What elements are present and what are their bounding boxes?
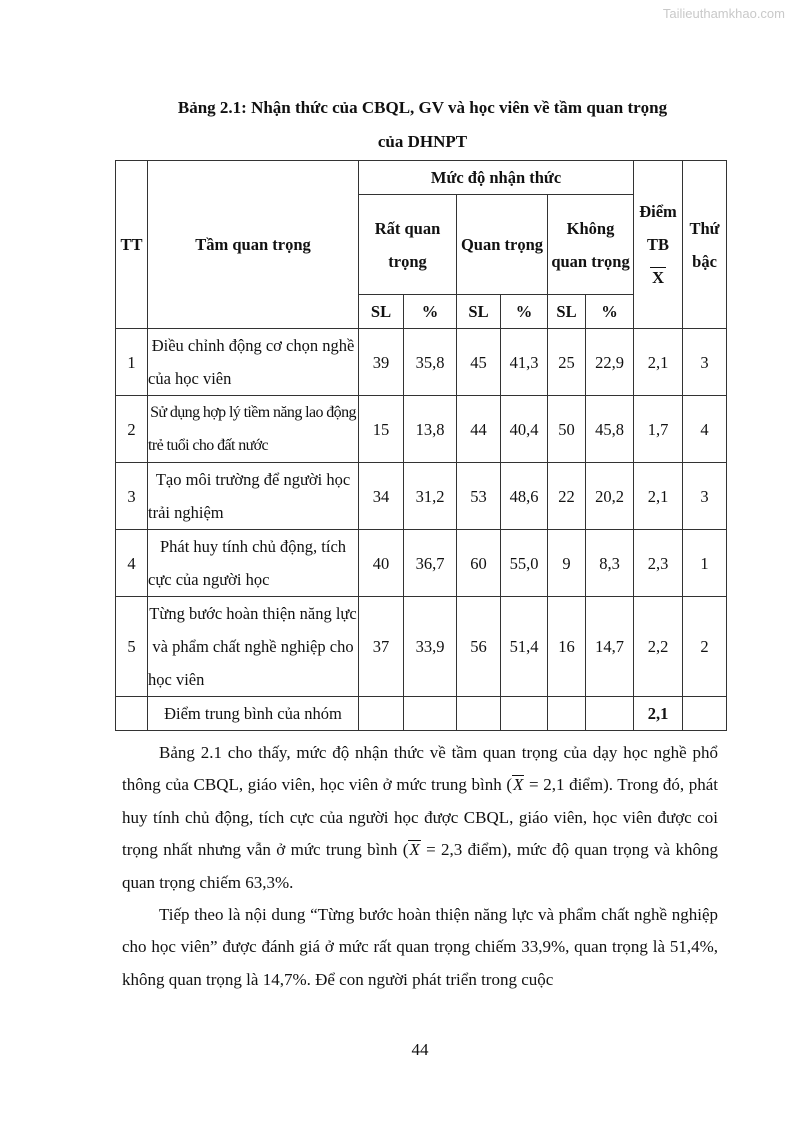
cell-important-sl: 45 (457, 329, 501, 396)
cell-score: 2,2 (634, 597, 683, 697)
average-row (116, 697, 727, 731)
awareness-table (115, 160, 727, 731)
row-tt: 1 (116, 329, 148, 396)
cell-not-important-sl: 9 (548, 530, 586, 597)
cell-not-important-pct: 22,9 (586, 329, 634, 396)
header-sl: SL (457, 295, 501, 329)
header-tt: TT (116, 161, 148, 329)
cell-rank: 4 (683, 396, 727, 463)
header-awareness-level: Mức độ nhận thức (359, 161, 634, 195)
cell-not-important-sl: 16 (548, 597, 586, 697)
row-tt: 4 (116, 530, 148, 597)
mean-x-symbol: X (409, 840, 420, 860)
cell-important-pct: 48,6 (501, 463, 548, 530)
table-title-line-2: của DHNPT (377, 132, 468, 151)
header-pct: % (404, 295, 457, 329)
cell-rank: 3 (683, 329, 727, 396)
cell-important-sl: 56 (457, 597, 501, 697)
header-important: Quan trọng (457, 195, 548, 295)
table-row (116, 530, 727, 597)
watermark: Tailieuthamkhao.com (662, 6, 785, 21)
cell-very-important-pct: 31,2 (404, 463, 457, 530)
table-title-line-1: Bảng 2.1: Nhận thức của CBQL, GV và học viên về tầm quan trọng (177, 98, 668, 117)
paragraph-2-text: Tiếp theo là nội dung “Từng bước hoàn thiện năng lực và phẩm chất nghề nghiệp cho học viên” được đánh giá ở mức rất quan trọng chiếm 33,9%, quan trọng là 51,4%, không quan trọng là 14,7%. Để con người phát triển trong cuộc (122, 905, 718, 989)
row-criterion: Phát huy tính chủ động, tích cực của người học (148, 530, 359, 597)
cell-important-pct: 55,0 (501, 530, 548, 597)
cell-important-sl: 60 (457, 530, 501, 597)
cell-very-important-sl: 15 (359, 396, 404, 463)
cell-score: 2,3 (634, 530, 683, 597)
page-number: 44 (411, 1040, 429, 1059)
paragraph-1-part-a: Bảng 2.1 cho thấy, mức độ nhận thức về tầm quan trọng của dạy học nghề phổ thông của CBQL, giáo viên, học viên ở mức trung bình ( (122, 743, 718, 795)
cell-not-important-sl: 50 (548, 396, 586, 463)
cell-very-important-pct: 13,8 (404, 396, 457, 463)
cell-not-important-pct: 45,8 (586, 396, 634, 463)
mean-x-symbol: X (513, 775, 524, 795)
row-criterion: Điều chỉnh động cơ chọn nghề của học viên (148, 329, 359, 396)
cell-very-important-pct: 36,7 (404, 530, 457, 597)
cell-very-important-pct: 35,8 (404, 329, 457, 396)
cell-very-important-sl: 40 (359, 530, 404, 597)
cell-important-sl: 44 (457, 396, 501, 463)
header-criterion: Tầm quan trọng (148, 161, 359, 329)
cell-not-important-pct: 8,3 (586, 530, 634, 597)
cell-score: 2,1 (634, 463, 683, 530)
average-label: Điểm trung bình của nhóm (148, 697, 359, 731)
cell-important-pct: 51,4 (501, 597, 548, 697)
header-pct: % (501, 295, 548, 329)
cell-important-pct: 40,4 (501, 396, 548, 463)
cell-very-important-sl: 39 (359, 329, 404, 396)
row-criterion: Tạo môi trường để người học trải nghiệm (148, 463, 359, 530)
row-tt: 2 (116, 396, 148, 463)
cell-rank: 1 (683, 530, 727, 597)
header-sl: SL (548, 295, 586, 329)
cell-important-sl: 53 (457, 463, 501, 530)
cell-rank: 3 (683, 463, 727, 530)
header-score (634, 161, 683, 329)
paragraph-1-part-c: = 2,3 điểm), mức độ quan trọng và không quan trọng chiếm 63,3%. (122, 840, 718, 892)
cell-important-pct: 41,3 (501, 329, 548, 396)
row-tt: 3 (116, 463, 148, 530)
header-score-label: Điểm TB (639, 202, 677, 254)
cell-very-important-sl: 34 (359, 463, 404, 530)
table-row (116, 396, 727, 463)
header-very-important: Rất quan trọng (359, 195, 457, 295)
cell-score: 2,1 (634, 329, 683, 396)
table-row (116, 329, 727, 396)
header-rank: Thứ bậc (683, 161, 727, 329)
row-criterion: Sử dụng hợp lý tiềm năng lao động trẻ tuổi cho đất nước (148, 396, 359, 463)
row-criterion: Từng bước hoàn thiện năng lực và phẩm chất nghề nghiệp cho học viên (148, 597, 359, 697)
paragraph-1-part-b: = 2,1 điểm). Trong đó, phát huy tính chủ động, tích cực của người học được CBQL, giáo viên, học viên được coi trọng nhất nhưng vẫn ở mức trung bình ( (122, 775, 718, 860)
cell-not-important-sl: 25 (548, 329, 586, 396)
table-row (116, 597, 727, 697)
row-tt: 5 (116, 597, 148, 697)
paragraph-2 (122, 899, 718, 996)
cell-not-important-sl: 22 (548, 463, 586, 530)
cell-score: 1,7 (634, 396, 683, 463)
average-score: 2,1 (634, 697, 683, 731)
mean-x-symbol: X (652, 268, 664, 287)
header-sl: SL (359, 295, 404, 329)
header-pct: % (586, 295, 634, 329)
cell-not-important-pct: 14,7 (586, 597, 634, 697)
cell-not-important-pct: 20,2 (586, 463, 634, 530)
cell-very-important-sl: 37 (359, 597, 404, 697)
table-row (116, 463, 727, 530)
header-not-important: Không quan trọng (548, 195, 634, 295)
cell-very-important-pct: 33,9 (404, 597, 457, 697)
paragraph-1 (122, 737, 718, 899)
cell-rank: 2 (683, 597, 727, 697)
